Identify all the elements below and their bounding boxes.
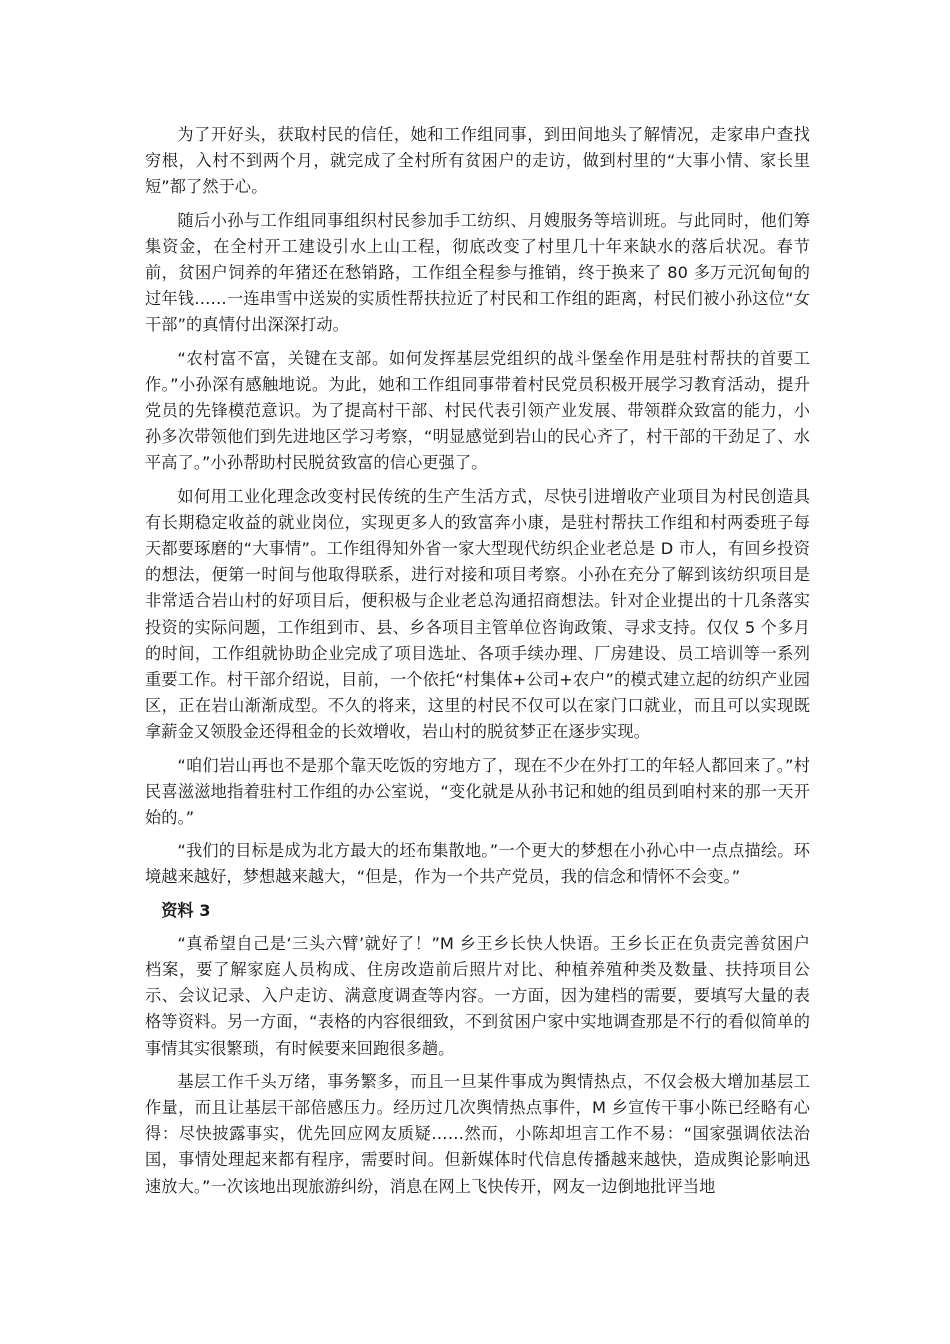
paragraph: 基层工作千头万绪，事务繁多，而且一旦某件事成为舆情热点，不仅会极大增加基层工作量，而且让基层干部倍感压力。经历过几次舆情热点事件，M 乡宣传干事小陈已经略有心得：尽快披露事实，优先回应网友质疑……然而，小陈却坦言工作不易：“国家强调依法治国，事情处理起来都有程序，需要时间。但新媒体时代信息传播越来越快，造成舆论影响迅速放大。”一次该地出现旅游纠纷，消息在网上飞快传开，网友一边倒地批评当地 — [145, 1071, 810, 1196]
paragraph: 为了开好头，获取村民的信任，她和工作组同事，到田间地头了解情况，走家串户查找穷根，入村不到两个月，就完成了全村所有贫困户的走访，做到村里的“大事小情、家长里短”都了然于心。 — [145, 125, 810, 197]
paragraph: 随后小孙与工作组同事组织村民参加手工纺织、月嫂服务等培训班。与此同时，他们筹集资金，在全村开工建设引水上山工程，彻底改变了村里几十年来缺水的落后状况。春节前，贫困户饲养的年猪还在愁销路，工作组全程参与推销，终于换来了 80 多万元沉甸甸的过年钱……一连串雪中送炭的实质性帮扶拉近了村民和工作组的距离，村民们被小孙这位“女干部”的真情付出深深打动。 — [145, 210, 810, 335]
paragraph: “真希望自己是‘三头六臂’就好了！”M 乡王乡长快人快语。王乡长正在负责完善贫困户档案，要了解家庭人员构成、住房改造前后照片对比、种植养殖种类及数量、扶持项目公示、会议记录、入户走访、满意度调查等内容。一方面，因为建档的需要，要填写大量的表格等资料。另一方面，“表格的内容很细致，不到贫困户家中实地调查那是不行的看似简单的事情其实很繁琐，有时候要来回跑很多趟。 — [145, 933, 810, 1058]
paragraph: “农村富不富，关键在支部。如何发挥基层党组织的战斗堡垒作用是驻村帮扶的首要工作。”小孙深有感触地说。为此，她和工作组同事带着村民党员积极开展学习教育活动，提升党员的先锋模范意识。为了提高村干部、村民代表引领产业发展、带领群众致富的能力，小孙多次带领他们到先进地区学习考察，“明显感觉到岩山的民心齐了，村干部的干劲足了、水平高了。”小孙帮助村民脱贫致富的信心更强了。 — [145, 348, 810, 473]
paragraph: “我们的目标是成为北方最大的坯布集散地。”一个更大的梦想在小孙心中一点点描绘。环境越来越好，梦想越来越大，“但是，作为一个共产党员，我的信念和情怀不会变。” — [145, 841, 810, 887]
document-page — [145, 122, 810, 1207]
section-heading: 资料 3 — [161, 900, 211, 920]
paragraph: “咱们岩山再也不是那个靠天吃饭的穷地方了，现在不少在外打工的年轻人都回来了。”村民喜滋滋地指着驻村工作组的办公室说，“变化就是从孙书记和她的组员到咱村来的那一天开始的。” — [145, 755, 810, 828]
paragraph: 如何用工业化理念改变村民传统的生产生活方式，尽快引进增收产业项目为村民创造具有长期稳定收益的就业岗位，实现更多人的致富奔小康，是驻村帮扶工作组和村两委班子每天都要琢磨的“大事情”。工作组得知外省一家大型现代纺织企业老总是 D 市人，有回乡投资的想法，便第一时间与他取得联系，进行对接和项目考察。小孙在充分了解到该纺织项目是非常适合岩山村的好项目后，便积极与企业老总沟通招商想法。针对企业提出的十几条落实投资的实际问题，工作组到市、县、乡各项目主管单位咨询政策、寻求支持。仅仅 5 个多月的时间，工作组就协助企业完成了项目选址、各项手续办理、厂房建设、员工培训等一系列重要工作。村干部介绍说，目前，一个依托“村集体+公司+农户”的模式建立起的纺织产业园区，正在岩山渐渐成型。不久的将来，这里的村民不仅可以在家门口就业，而且可以实现既拿薪金又领股金还得租金的长效增收，岩山村的脱贫梦正在逐步实现。 — [145, 486, 810, 742]
